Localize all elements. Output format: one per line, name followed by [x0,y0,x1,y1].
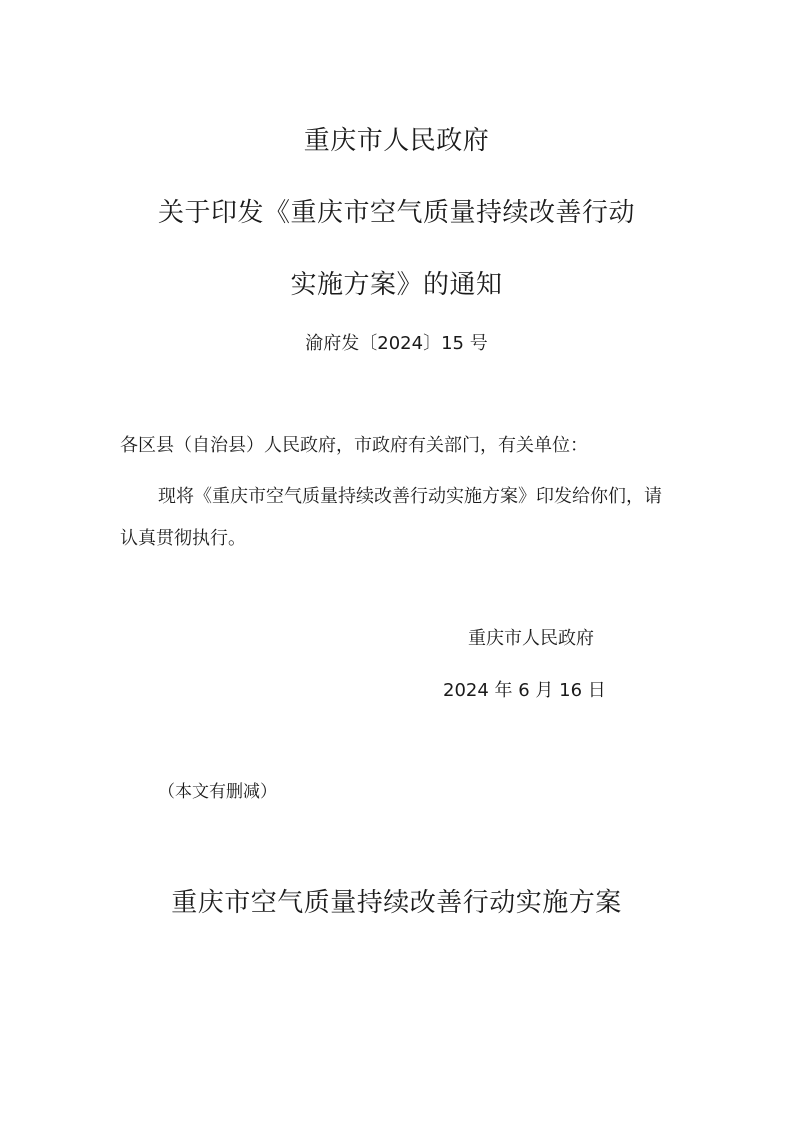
signature-organization: 重庆市人民政府 [468,628,594,649]
body-paragraph-line-2: 认真贯彻执行。 [120,528,246,549]
salutation: 各区县（自治县）人民政府，市政府有关部门，有关单位： [120,435,588,456]
signature-date: 2024 年 6 月 16 日 [443,680,606,701]
notice-title-line-3: 实施方案》的通知 [290,270,503,300]
notice-title-line-1: 重庆市人民政府 [303,126,490,156]
body-paragraph-line-1: 现将《重庆市空气质量持续改善行动实施方案》印发给你们，请 [158,486,662,507]
document-number: 渝府发〔2024〕15 号 [305,333,488,354]
deletion-note: （本文有删减） [158,782,277,802]
notice-title-line-2: 关于印发《重庆市空气质量持续改善行动 [157,198,635,228]
plan-title: 重庆市空气质量持续改善行动实施方案 [171,888,622,918]
